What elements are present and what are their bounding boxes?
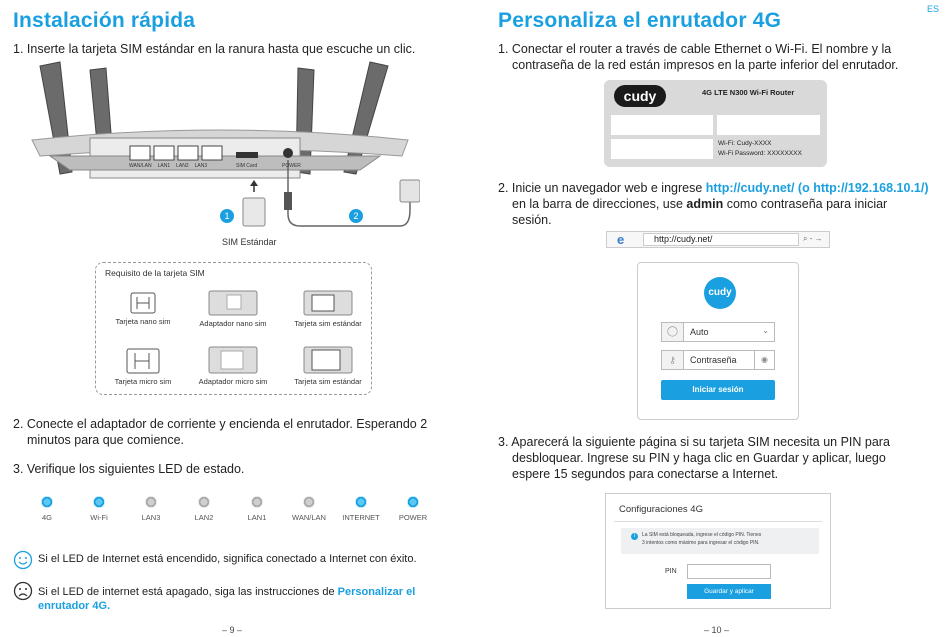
customize-router-link[interactable]: Personalizar el (337, 586, 416, 598)
label-password: Wi-Fi Password: XXXXXXXX (718, 150, 802, 157)
router-port-labels (129, 163, 219, 169)
led-indicator (332, 496, 390, 522)
info-icon: i (631, 533, 638, 540)
port-label: LAN1 (157, 163, 171, 169)
sim-item: Tarjeta nano sim (100, 291, 186, 326)
login-card (637, 262, 799, 420)
save-apply-button[interactable]: Guardar y aplicar (687, 584, 771, 599)
note-led-on: Si el LED de Internet está encendido, significa conectado a Internet con éxito. (38, 553, 417, 565)
cudy-login-logo: cudy (704, 277, 736, 309)
chevron-down-icon: ⌄ (762, 326, 769, 335)
left-page-number: – 9 – (222, 625, 243, 635)
led-label: 4G (41, 513, 52, 522)
language-value: Auto (690, 327, 709, 337)
right-step2: 2. Inicie un navegador web e ingrese http://cudy.net/ (o http://192.168.10.1/) (498, 181, 929, 195)
led-light-icon (93, 496, 105, 508)
led-label: INTERNET (342, 513, 380, 522)
sim-locked-alert (621, 528, 819, 554)
right-step1-cont: contraseña de la red están impresos en la parte inferior del enrutador. (512, 58, 899, 72)
right-page-title: Personaliza el enrutador 4G (498, 9, 782, 32)
led-indicator (384, 496, 442, 522)
key-icon: ⚷ (662, 351, 684, 369)
right-step2-cont2: sesión. (512, 213, 552, 227)
language-select[interactable] (661, 322, 775, 342)
password-placeholder: Contraseña (690, 355, 737, 365)
port-label: LAN2 (176, 163, 189, 169)
password-field[interactable] (661, 350, 775, 370)
led-label: LAN3 (141, 513, 161, 522)
config-4g-title: Configuraciones 4G (619, 504, 703, 515)
eye-icon[interactable]: ◉ (754, 351, 774, 369)
globe-icon: ◯ (662, 323, 684, 341)
note-led-off: Si el LED de internet está apagado, siga las instrucciones de Personalizar el enrutador 4G. (38, 586, 416, 612)
sim-item: Tarjeta sim estándar (283, 289, 373, 328)
sad-icon (13, 581, 33, 601)
left-step3: 3. Verifique los siguientes LED de estado. (13, 462, 245, 476)
led-indicator (175, 496, 233, 522)
led-light-icon (251, 496, 263, 508)
led-label: WAN/LAN (292, 513, 326, 522)
step-badge-1: 1 (220, 209, 234, 223)
sim-requirement-title: Requisito de la tarjeta SIM (105, 268, 205, 278)
led-light-icon (407, 496, 419, 508)
search-go-icons[interactable]: ⌕ - → (803, 234, 823, 243)
led-indicator (280, 496, 338, 522)
language-tag: ES (927, 4, 940, 14)
power-port-label: POWER (282, 163, 301, 169)
led-light-icon (303, 496, 315, 508)
router-illustration (30, 60, 420, 260)
smile-icon (13, 550, 33, 570)
sim-item: Adaptador micro sim (188, 345, 278, 386)
ip-url-link[interactable]: http://192.168.10.1/) (813, 181, 929, 195)
led-indicator (18, 496, 76, 522)
router-label-card (604, 80, 827, 167)
left-step1: 1. Inserte la tarjeta SIM estándar en la ranura hasta que escuche un clic. (13, 42, 416, 56)
right-step2-cont: en la barra de direcciones, use admin como contraseña para iniciar (512, 197, 888, 211)
right-step3-cont2: espere 15 segundos para conectarse a Internet. (512, 467, 779, 481)
pin-label: PIN (665, 568, 677, 575)
ie-icon: e (617, 232, 625, 247)
port-label: WAN/LAN (129, 163, 152, 169)
sim-slot-label: SIM Card (236, 163, 258, 169)
led-indicator (122, 496, 180, 522)
led-indicator (228, 496, 286, 522)
customize-router-link-cont[interactable]: enrutador 4G. (38, 600, 111, 612)
left-step2: 2. Conecte el adaptador de corriente y encienda el enrutador. Esperando 2 (13, 417, 428, 431)
cudy-url-link[interactable]: http://cudy.net/ (705, 181, 795, 195)
url-input[interactable]: http://cudy.net/ (643, 233, 799, 246)
login-button[interactable]: Iniciar sesión (661, 380, 775, 400)
led-indicator (70, 496, 128, 522)
led-light-icon (355, 496, 367, 508)
cudy-logo: cudy (614, 85, 666, 107)
right-step1: 1. Conectar el router a través de cable Ethernet o Wi-Fi. El nombre y la (498, 42, 892, 56)
led-light-icon (145, 496, 157, 508)
led-label: POWER (398, 513, 428, 522)
alert-line1: La SIM está bloqueada, ingrese el código PIN. Tienes (642, 532, 762, 538)
led-label: Wi-Fi (90, 513, 108, 522)
port-label: LAN3 (194, 163, 208, 169)
right-step3-cont: desbloquear. Ingrese su PIN y haga clic en Guardar y aplicar, luego (512, 451, 886, 465)
led-label: LAN1 (247, 513, 267, 522)
led-label: LAN2 (194, 513, 214, 522)
browser-address-bar (606, 231, 830, 248)
right-step3: 3. Aparecerá la siguiente página si su tarjeta SIM necesita un PIN para (498, 435, 890, 449)
led-light-icon (41, 496, 53, 508)
alert-line2: 3 intentos como máximo para ingresar el código PIN. (642, 540, 760, 546)
sim-item: Tarjeta micro sim (100, 347, 186, 386)
pin-input[interactable] (687, 564, 771, 579)
sim-item: Adaptador nano sim (188, 289, 278, 328)
left-step2-cont: minutos para que comience. (27, 433, 185, 447)
led-light-icon (198, 496, 210, 508)
config-4g-card (605, 493, 831, 609)
sim-standard-label: SIM Estándar (222, 237, 277, 247)
step-badge-2: 2 (349, 209, 363, 223)
sim-requirement-box (95, 262, 372, 395)
sim-item: Tarjeta sim estándar (283, 345, 373, 386)
left-page-title: Instalación rápida (13, 9, 196, 32)
label-wifi: Wi-Fi: Cudy-XXXX (718, 140, 772, 147)
right-page-number: – 10 – (704, 625, 730, 635)
label-model: 4G LTE N300 Wi-Fi Router (702, 88, 795, 97)
